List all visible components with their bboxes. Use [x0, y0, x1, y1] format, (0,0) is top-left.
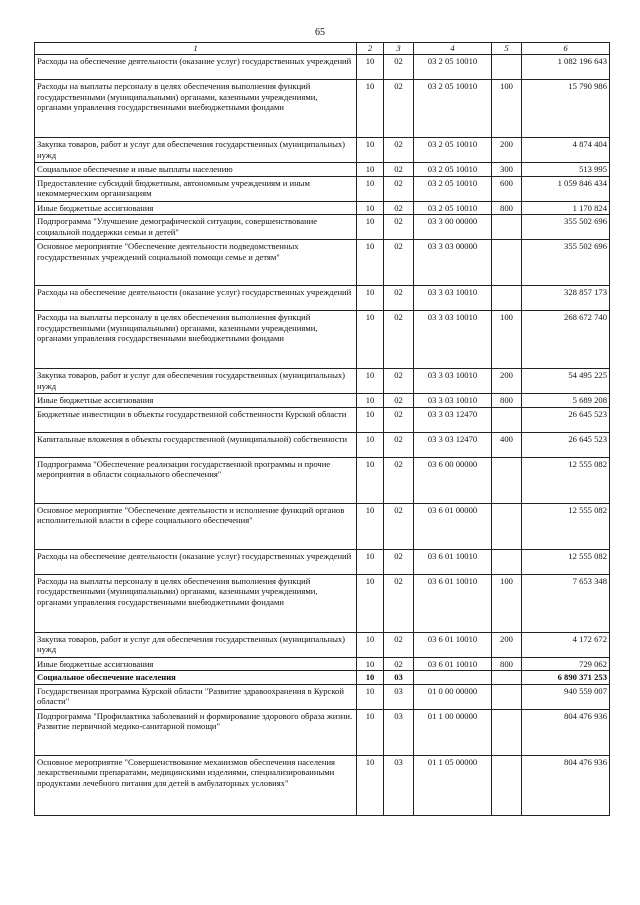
row-target-code: 01 0 00 00000 — [414, 684, 492, 709]
row-section: 10 — [357, 80, 384, 138]
row-section: 10 — [357, 632, 384, 657]
row-subsection: 02 — [384, 574, 414, 632]
row-sum: 804 476 936 — [522, 709, 610, 755]
row-sum: 1 170 824 — [522, 201, 610, 215]
row-sum: 12 555 082 — [522, 549, 610, 574]
row-expense-kind: 200 — [492, 632, 522, 657]
table-row — [35, 286, 610, 311]
row-name: Социальное обеспечение населения — [35, 671, 357, 685]
row-name: Подпрограмма "Обеспечение реализации государственной программы и прочие мероприятия в области социального обеспечения" — [35, 457, 357, 503]
row-section: 10 — [357, 176, 384, 201]
row-sum: 804 476 936 — [522, 755, 610, 815]
row-expense-kind — [492, 503, 522, 549]
table-row — [35, 394, 610, 408]
row-target-code: 03 3 03 12470 — [414, 407, 492, 432]
budget-table — [34, 42, 610, 816]
table-row — [35, 176, 610, 201]
row-sum: 328 857 173 — [522, 286, 610, 311]
table-row — [35, 709, 610, 755]
row-name: Основное мероприятие "Обеспечение деятельности и исполнение функций органов исполнительной власти в сфере социального обеспечения" — [35, 503, 357, 549]
row-target-code: 03 6 00 00000 — [414, 457, 492, 503]
row-section: 10 — [357, 215, 384, 240]
row-sum: 940 559 007 — [522, 684, 610, 709]
row-subsection: 02 — [384, 80, 414, 138]
row-subsection: 02 — [384, 432, 414, 457]
table-row — [35, 55, 610, 80]
row-subsection: 03 — [384, 755, 414, 815]
row-subsection: 02 — [384, 138, 414, 163]
row-expense-kind — [492, 755, 522, 815]
row-name: Предоставление субсидий бюджетным, автономным учреждениям и иным некоммерческим организациям — [35, 176, 357, 201]
table-row — [35, 215, 610, 240]
row-sum: 729 062 — [522, 657, 610, 671]
row-name: Расходы на обеспечение деятельности (оказание услуг) государственных учреждений — [35, 55, 357, 80]
row-expense-kind — [492, 549, 522, 574]
row-section: 10 — [357, 503, 384, 549]
col-header-target: 4 — [414, 43, 492, 55]
row-name: Расходы на обеспечение деятельности (оказание услуг) государственных учреждений — [35, 286, 357, 311]
table-row — [35, 138, 610, 163]
row-name: Бюджетные инвестиции в объекты государственной собственности Курской области — [35, 407, 357, 432]
row-target-code: 03 2 05 10010 — [414, 138, 492, 163]
table-row — [35, 163, 610, 177]
row-sum: 4 172 672 — [522, 632, 610, 657]
row-target-code: 03 2 05 10010 — [414, 176, 492, 201]
row-sum: 355 502 696 — [522, 240, 610, 286]
row-section: 10 — [357, 394, 384, 408]
row-sum: 1 059 846 434 — [522, 176, 610, 201]
row-sum: 12 555 082 — [522, 503, 610, 549]
row-name: Основное мероприятие "Совершенствование механизмов обеспечения населения лекарственными препаратами, медицинскими изделиями, специализированными продуктами лечебного питания для детей в амбулаторных условиях" — [35, 755, 357, 815]
col-header-name: 1 — [35, 43, 357, 55]
row-target-code: 03 3 00 00000 — [414, 215, 492, 240]
table-row — [35, 755, 610, 815]
row-section: 10 — [357, 574, 384, 632]
row-target-code: 03 3 03 00000 — [414, 240, 492, 286]
row-sum: 5 689 208 — [522, 394, 610, 408]
row-target-code: 03 3 03 10010 — [414, 394, 492, 408]
col-header-kind: 5 — [492, 43, 522, 55]
row-expense-kind: 800 — [492, 657, 522, 671]
row-sum: 12 555 082 — [522, 457, 610, 503]
table-row — [35, 671, 610, 685]
row-sum: 7 653 348 — [522, 574, 610, 632]
row-expense-kind: 100 — [492, 80, 522, 138]
row-subsection: 02 — [384, 632, 414, 657]
row-expense-kind: 800 — [492, 201, 522, 215]
row-section: 10 — [357, 657, 384, 671]
row-sum: 1 082 196 643 — [522, 55, 610, 80]
row-subsection: 02 — [384, 215, 414, 240]
row-subsection: 03 — [384, 671, 414, 685]
row-target-code: 03 3 03 10010 — [414, 286, 492, 311]
row-subsection: 02 — [384, 286, 414, 311]
row-sum: 54 495 225 — [522, 369, 610, 394]
row-name: Иные бюджетные ассигнования — [35, 657, 357, 671]
row-section: 10 — [357, 369, 384, 394]
row-expense-kind: 600 — [492, 176, 522, 201]
row-section: 10 — [357, 407, 384, 432]
table-row — [35, 457, 610, 503]
row-subsection: 02 — [384, 657, 414, 671]
row-section: 10 — [357, 709, 384, 755]
table-row — [35, 407, 610, 432]
table-row — [35, 201, 610, 215]
col-header-section: 2 — [357, 43, 384, 55]
row-expense-kind — [492, 671, 522, 685]
row-name: Капитальные вложения в объекты государственной (муниципальной) собственности — [35, 432, 357, 457]
row-name: Расходы на выплаты персоналу в целях обеспечения выполнения функций государственными (муниципальными) органами, казенными учреждениями, органами управления государственными внебюджетными фондами — [35, 311, 357, 369]
row-name: Закупка товаров, работ и услуг для обеспечения государственных (муниципальных) нужд — [35, 138, 357, 163]
table-row — [35, 311, 610, 369]
table-row — [35, 657, 610, 671]
row-section: 10 — [357, 549, 384, 574]
row-expense-kind — [492, 240, 522, 286]
row-sum: 26 645 523 — [522, 432, 610, 457]
row-section: 10 — [357, 286, 384, 311]
col-header-sum: 6 — [522, 43, 610, 55]
row-name: Подпрограмма "Улучшение демографической ситуации, совершенствование социальной поддержки семьи и детей" — [35, 215, 357, 240]
row-expense-kind — [492, 709, 522, 755]
table-row — [35, 80, 610, 138]
row-expense-kind — [492, 457, 522, 503]
row-target-code: 01 1 05 00000 — [414, 755, 492, 815]
table-row — [35, 574, 610, 632]
row-expense-kind — [492, 286, 522, 311]
row-target-code: 03 6 01 10010 — [414, 657, 492, 671]
row-name: Закупка товаров, работ и услуг для обеспечения государственных (муниципальных) нужд — [35, 369, 357, 394]
row-target-code: 03 2 05 10010 — [414, 80, 492, 138]
row-subsection: 02 — [384, 163, 414, 177]
row-section: 10 — [357, 684, 384, 709]
row-expense-kind — [492, 215, 522, 240]
row-expense-kind: 100 — [492, 574, 522, 632]
row-sum: 513 995 — [522, 163, 610, 177]
row-target-code: 03 6 01 10010 — [414, 632, 492, 657]
table-row — [35, 549, 610, 574]
row-sum: 15 790 986 — [522, 80, 610, 138]
row-subsection: 02 — [384, 176, 414, 201]
row-name: Иные бюджетные ассигнования — [35, 394, 357, 408]
row-name: Иные бюджетные ассигнования — [35, 201, 357, 215]
row-name: Государственная программа Курской области "Развитие здравоохранения в Курской области" — [35, 684, 357, 709]
row-sum: 6 890 371 253 — [522, 671, 610, 685]
table-header-row — [35, 43, 610, 55]
row-subsection: 02 — [384, 55, 414, 80]
row-name: Расходы на обеспечение деятельности (оказание услуг) государственных учреждений — [35, 549, 357, 574]
row-sum: 355 502 696 — [522, 215, 610, 240]
row-target-code: 03 2 05 10010 — [414, 163, 492, 177]
row-target-code: 03 3 03 10010 — [414, 311, 492, 369]
row-subsection: 03 — [384, 684, 414, 709]
col-header-subsection: 3 — [384, 43, 414, 55]
row-section: 10 — [357, 311, 384, 369]
row-name: Подпрограмма "Профилактика заболеваний и формирование здорового образа жизни. Развитие первичной медико-санитарной помощи" — [35, 709, 357, 755]
row-name: Социальное обеспечение и иные выплаты населению — [35, 163, 357, 177]
row-section: 10 — [357, 138, 384, 163]
row-subsection: 02 — [384, 407, 414, 432]
row-expense-kind: 200 — [492, 369, 522, 394]
table-row — [35, 632, 610, 657]
page-number: 65 — [315, 27, 325, 38]
row-section: 10 — [357, 755, 384, 815]
row-sum: 26 645 523 — [522, 407, 610, 432]
table-row — [35, 684, 610, 709]
row-subsection: 03 — [384, 709, 414, 755]
row-expense-kind: 200 — [492, 138, 522, 163]
row-target-code: 03 2 05 10010 — [414, 55, 492, 80]
row-section: 10 — [357, 201, 384, 215]
row-section: 10 — [357, 457, 384, 503]
row-section: 10 — [357, 163, 384, 177]
row-expense-kind: 800 — [492, 394, 522, 408]
row-target-code: 03 2 05 10010 — [414, 201, 492, 215]
row-expense-kind — [492, 407, 522, 432]
table-row — [35, 503, 610, 549]
row-target-code: 03 6 01 00000 — [414, 503, 492, 549]
row-subsection: 02 — [384, 457, 414, 503]
row-sum: 268 672 740 — [522, 311, 610, 369]
row-subsection: 02 — [384, 201, 414, 215]
row-section: 10 — [357, 432, 384, 457]
row-subsection: 02 — [384, 549, 414, 574]
row-expense-kind: 300 — [492, 163, 522, 177]
row-target-code: 03 3 03 10010 — [414, 369, 492, 394]
row-target-code: 03 6 01 10010 — [414, 574, 492, 632]
row-target-code: 03 6 01 10010 — [414, 549, 492, 574]
table-row — [35, 240, 610, 286]
row-target-code — [414, 671, 492, 685]
row-subsection: 02 — [384, 240, 414, 286]
row-subsection: 02 — [384, 311, 414, 369]
row-name: Расходы на выплаты персоналу в целях обеспечения выполнения функций государственными (муниципальными) органами, казенными учреждениями, органами управления государственными внебюджетными фондами — [35, 80, 357, 138]
row-expense-kind — [492, 684, 522, 709]
row-subsection: 02 — [384, 369, 414, 394]
row-sum: 4 874 404 — [522, 138, 610, 163]
row-target-code: 01 1 00 00000 — [414, 709, 492, 755]
table-row — [35, 369, 610, 394]
row-section: 10 — [357, 671, 384, 685]
row-section: 10 — [357, 240, 384, 286]
row-subsection: 02 — [384, 503, 414, 549]
row-expense-kind: 400 — [492, 432, 522, 457]
row-name: Расходы на выплаты персоналу в целях обеспечения выполнения функций государственными (муниципальными) органами, казенными учреждениями, органами управления государственными внебюджетными фондами — [35, 574, 357, 632]
table-row — [35, 432, 610, 457]
row-target-code: 03 3 03 12470 — [414, 432, 492, 457]
row-expense-kind — [492, 55, 522, 80]
row-expense-kind: 100 — [492, 311, 522, 369]
row-name: Основное мероприятие "Обеспечение деятельности подведомственных государственных учреждений социальной помощи семье и детям" — [35, 240, 357, 286]
row-name: Закупка товаров, работ и услуг для обеспечения государственных (муниципальных) нужд — [35, 632, 357, 657]
row-subsection: 02 — [384, 394, 414, 408]
row-section: 10 — [357, 55, 384, 80]
